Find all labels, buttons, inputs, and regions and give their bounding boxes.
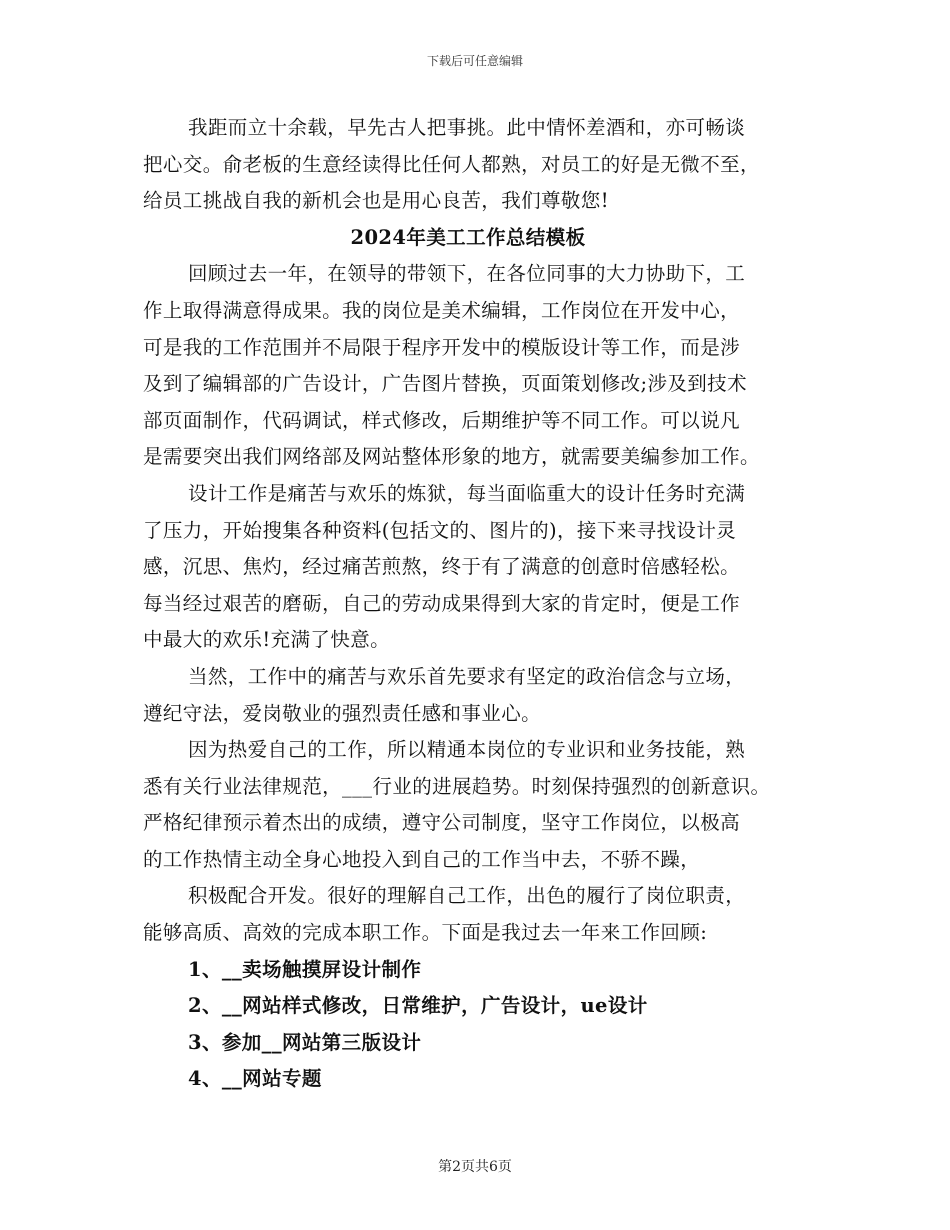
paragraph-line: 当然，工作中的痛苦与欢乐首先要求有坚定的政治信念与立场， <box>188 664 746 688</box>
document-body <box>143 110 823 1098</box>
page-header: 下载后可任意编辑 <box>426 54 523 68</box>
paragraph-line: 及到了编辑部的广告设计，广告图片替换，页面策划修改;涉及到技术 <box>143 372 747 396</box>
paragraph-line: 回顾过去一年，在领导的带领下，在各位同事的大力协助下，工 <box>188 262 746 286</box>
paragraph-line: 积极配合开发。很好的理解自己工作，出色的履行了岗位职责， <box>188 884 746 908</box>
paragraph-line: 的工作热情主动全身心地投入到自己的工作当中去，不骄不躁， <box>143 847 701 871</box>
paragraph-line: 因为热爱自己的工作，所以精通本岗位的专业识和业务技能，熟 <box>188 738 746 762</box>
paragraph-line: 设计工作是痛苦与欢乐的炼狱，每当面临重大的设计任务时充满 <box>188 481 746 505</box>
paragraph-line: 我距而立十余载，早先古人把事挑。此中情怀差酒和，亦可畅谈 <box>188 116 746 139</box>
paragraph-line: 感，沉思、焦灼，经过痛苦煎熬，终于有了满意的创意时倍感轻松。 <box>143 555 741 579</box>
paragraph-line: 遵纪守法，爱岗敬业的强烈责任感和事业心。 <box>143 701 542 725</box>
paragraph-line: 每当经过艰苦的磨砺，自己的劳动成果得到大家的肯定时，便是工作 <box>143 591 741 615</box>
page-footer: 第2页共6页 <box>438 1159 512 1175</box>
section-title: 2024年美工工作总结模板 <box>350 225 586 249</box>
paragraph-line: 作上取得满意得成果。我的岗位是美术编辑，工作岗位在开发中心， <box>143 298 741 322</box>
paragraph-line: 是需要突出我们网络部及网站整体形象的地方，就需要美编参加工作。 <box>143 445 760 469</box>
paragraph-line: 可是我的工作范围并不局限于程序开发中的模版设计等工作，而是涉 <box>143 335 741 359</box>
list-item: 1、__卖场触摸屏设计制作 <box>188 957 422 981</box>
paragraph-line: 中最大的欢乐!充满了快意。 <box>143 628 391 652</box>
paragraph-line: 给员工挑战自我的新机会也是用心良苦，我们尊敬您! <box>143 189 609 213</box>
list-item: 3、参加__网站第三版设计 <box>188 1030 422 1054</box>
paragraph-line: 把心交。俞老板的生意经读得比任何人都熟，对员工的好是无微不至， <box>143 152 760 176</box>
paragraph-line: 悉有关行业法律规范，___行业的进展趋势。时刻保持强烈的创新意识。 <box>143 774 771 798</box>
paragraph-line: 部页面制作，代码调试，样式修改，后期维护等不同工作。可以说凡 <box>143 408 741 432</box>
paragraph-line: 严格纪律预示着杰出的成绩，遵守公司制度，坚守工作岗位，以极高 <box>143 811 741 835</box>
list-item: 4、__网站专题 <box>188 1067 322 1091</box>
paragraph-line: 了压力，开始搜集各种资料(包括文的、图片的)，接下来寻找设计灵 <box>143 518 737 542</box>
paragraph-line: 能够高质、高效的完成本职工作。下面是我过去一年来工作回顾: <box>143 921 708 945</box>
list-item: 2、__网站样式修改，日常维护，广告设计，ue设计 <box>188 994 648 1018</box>
